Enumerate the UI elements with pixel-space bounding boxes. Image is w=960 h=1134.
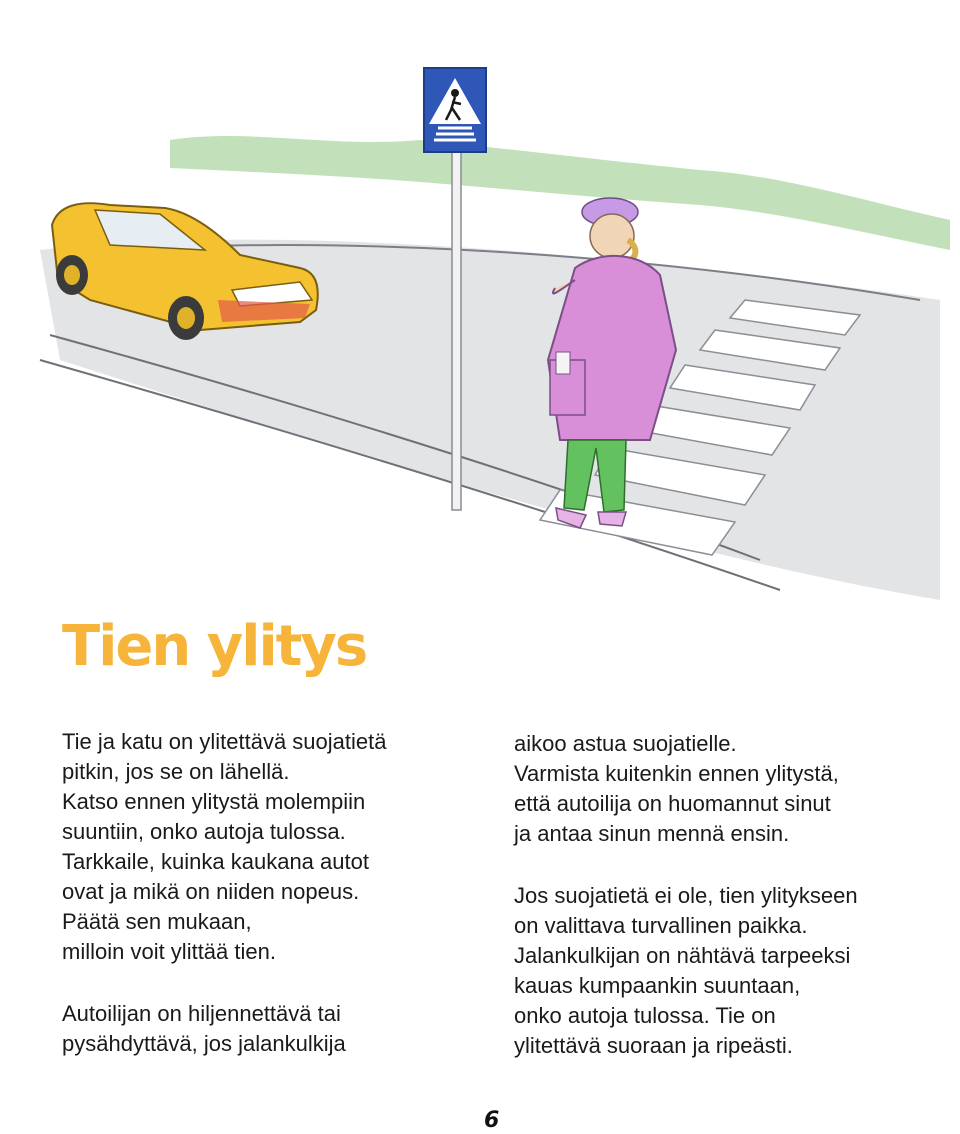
right-paragraph-2 [514,881,934,1061]
text-line: Päätä sen mukaan, [62,909,252,934]
text-line: Jos suojatietä ei ole, tien ylitykseen [514,883,858,908]
text-line: Tie ja katu on ylitettävä suojatietä [62,729,387,754]
pedestrian-crossing-sign-icon [424,68,486,152]
text-line: että autoilija on huomannut sinut [514,791,831,816]
text-line: ovat ja mikä on niiden nopeus. [62,879,360,904]
text-line: Jalankulkijan on nähtävä tarpeeksi [514,943,851,968]
left-column [62,727,482,1059]
page-title: Tien ylitys [62,614,367,679]
text-line: suuntiin, onko autoja tulossa. [62,819,346,844]
text-line: Tarkkaile, kuinka kaukana autot [62,849,369,874]
right-paragraph-1 [514,729,934,849]
sign-post [452,140,461,510]
text-line: milloin voit ylittää tien. [62,939,276,964]
right-column [514,729,934,1061]
text-line: on valittava turvallinen paikka. [514,913,808,938]
text-line: pitkin, jos se on lähellä. [62,759,290,784]
page-number: 6 [484,1108,500,1133]
left-paragraph-1 [62,727,482,967]
text-line: ylitettävä suoraan ja ripeästi. [514,1033,793,1058]
text-line: ja antaa sinun mennä ensin. [514,821,790,846]
grass-strip [170,136,950,250]
left-paragraph-2 [62,999,482,1059]
text-line: kauas kumpaankin suuntaan, [514,973,801,998]
text-line: onko autoja tulossa. Tie on [514,1003,776,1028]
text-line: pysähdyttävä, jos jalankulkija [62,1031,346,1056]
text-line: Varmista kuitenkin ennen ylitystä, [514,761,839,786]
text-line: Katso ennen ylitystä molempiin [62,789,366,814]
text-line: Autoilijan on hiljennettävä tai [62,1001,341,1026]
text-line: aikoo astua suojatielle. [514,731,737,756]
